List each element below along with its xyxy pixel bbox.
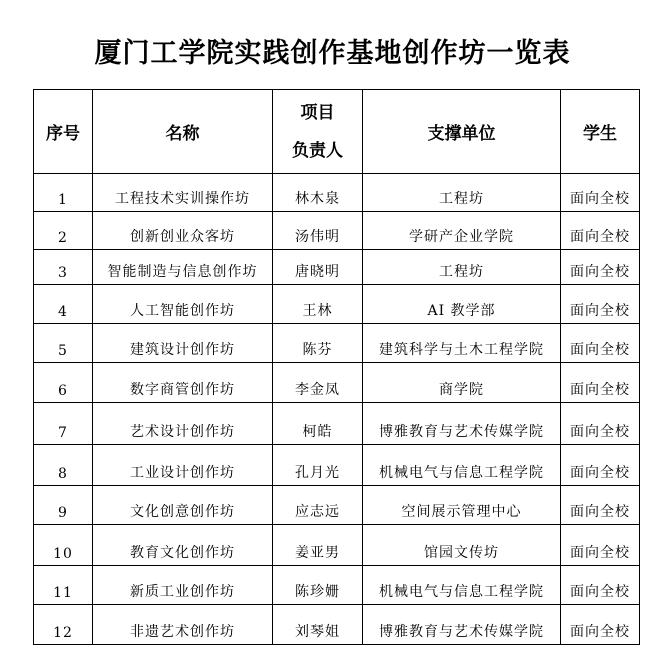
serial-number-cell: 2 — [34, 212, 93, 250]
leader-cell: 姜亚男 — [273, 525, 363, 566]
unit-cell: AI 教学部 — [363, 285, 561, 324]
student-cell: 面向全校 — [561, 174, 640, 212]
student-cell: 面向全校 — [561, 403, 640, 445]
header-project-leader — [273, 90, 363, 174]
header-supporting-unit: 支撑单位 — [363, 90, 561, 174]
serial-number-cell: 8 — [34, 445, 93, 486]
name-cell: 文化创意创作坊 — [93, 486, 273, 525]
table-row — [34, 285, 640, 324]
header-name: 名称 — [93, 90, 273, 174]
serial-number-cell: 10 — [34, 525, 93, 566]
unit-cell: 博雅教育与艺术传媒学院 — [363, 605, 561, 645]
serial-number-cell: 9 — [34, 486, 93, 525]
leader-cell: 柯皓 — [273, 403, 363, 445]
name-cell: 建筑设计创作坊 — [93, 324, 273, 363]
serial-number-cell: 3 — [34, 250, 93, 285]
name-cell: 艺术设计创作坊 — [93, 403, 273, 445]
serial-number-cell: 11 — [34, 566, 93, 605]
header-project-leader-line1: 项目 — [300, 102, 335, 123]
student-cell: 面向全校 — [561, 525, 640, 566]
student-cell: 面向全校 — [561, 250, 640, 285]
table-row — [34, 445, 640, 486]
workshop-table — [33, 89, 640, 645]
student-cell: 面向全校 — [561, 486, 640, 525]
unit-cell: 机械电气与信息工程学院 — [363, 566, 561, 605]
serial-number-cell: 5 — [34, 324, 93, 363]
student-cell: 面向全校 — [561, 445, 640, 486]
leader-cell: 唐晓明 — [273, 250, 363, 285]
table-header-row — [34, 90, 640, 174]
serial-number-cell: 6 — [34, 363, 93, 403]
table-row — [34, 486, 640, 525]
unit-cell: 工程坊 — [363, 250, 561, 285]
table-row — [34, 566, 640, 605]
serial-number-cell: 1 — [34, 174, 93, 212]
leader-cell: 陈珍姗 — [273, 566, 363, 605]
unit-cell: 博雅教育与艺术传媒学院 — [363, 403, 561, 445]
name-cell: 人工智能创作坊 — [93, 285, 273, 324]
serial-number-cell: 7 — [34, 403, 93, 445]
table-row — [34, 250, 640, 285]
name-cell: 智能制造与信息创作坊 — [93, 250, 273, 285]
student-cell: 面向全校 — [561, 363, 640, 403]
student-cell: 面向全校 — [561, 324, 640, 363]
table-row — [34, 212, 640, 250]
table-row — [34, 324, 640, 363]
name-cell: 创新创业众客坊 — [93, 212, 273, 250]
serial-number-cell: 12 — [34, 605, 93, 645]
name-cell: 非遗艺术创作坊 — [93, 605, 273, 645]
unit-cell: 馆园文传坊 — [363, 525, 561, 566]
header-project-leader-line2: 负责人 — [292, 140, 343, 161]
student-cell: 面向全校 — [561, 566, 640, 605]
name-cell: 工业设计创作坊 — [93, 445, 273, 486]
unit-cell: 商学院 — [363, 363, 561, 403]
serial-number-cell: 4 — [34, 285, 93, 324]
leader-cell: 李金凤 — [273, 363, 363, 403]
name-cell: 数字商管创作坊 — [93, 363, 273, 403]
student-cell: 面向全校 — [561, 212, 640, 250]
unit-cell: 学研产企业学院 — [363, 212, 561, 250]
leader-cell: 陈芬 — [273, 324, 363, 363]
header-serial-number: 序号 — [34, 90, 93, 174]
name-cell: 工程技术实训操作坊 — [93, 174, 273, 212]
leader-cell: 孔月光 — [273, 445, 363, 486]
unit-cell: 空间展示管理中心 — [363, 486, 561, 525]
leader-cell: 应志远 — [273, 486, 363, 525]
header-students: 学生 — [561, 90, 640, 174]
table-row — [34, 403, 640, 445]
table-row — [34, 605, 640, 645]
name-cell: 教育文化创作坊 — [93, 525, 273, 566]
unit-cell: 建筑科学与土木工程学院 — [363, 324, 561, 363]
name-cell: 新质工业创作坊 — [93, 566, 273, 605]
leader-cell: 刘琴姐 — [273, 605, 363, 645]
leader-cell: 汤伟明 — [273, 212, 363, 250]
leader-cell: 林木泉 — [273, 174, 363, 212]
student-cell: 面向全校 — [561, 285, 640, 324]
table-row — [34, 363, 640, 403]
student-cell: 面向全校 — [561, 605, 640, 645]
table-row — [34, 525, 640, 566]
unit-cell: 工程坊 — [363, 174, 561, 212]
table-row — [34, 174, 640, 212]
unit-cell: 机械电气与信息工程学院 — [363, 445, 561, 486]
leader-cell: 王林 — [273, 285, 363, 324]
document-title: 厦门工学院实践创作基地创作坊一览表 — [94, 38, 571, 69]
